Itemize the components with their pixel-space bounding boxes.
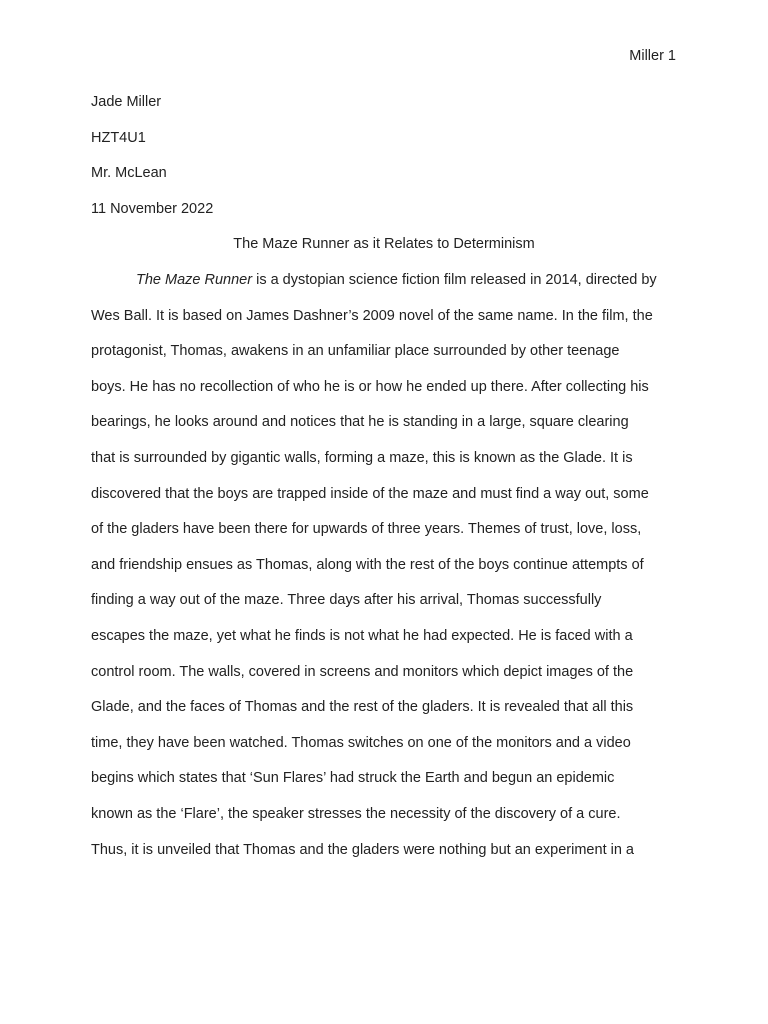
- paragraph-line: of the gladers have been there for upwards of three years. Themes of trust, love, loss,: [91, 521, 642, 538]
- paragraph-line: Thus, it is unveiled that Thomas and the gladers were nothing but an experiment in a: [91, 841, 634, 858]
- essay-title: The Maze Runner as it Relates to Determinism: [233, 236, 535, 252]
- paragraph-line: Glade, and the faces of Thomas and the rest of the gladers. It is revealed that all this: [91, 699, 634, 716]
- paragraph-line: and friendship ensues as Thomas, along with the rest of the boys continue attempts of: [91, 556, 644, 573]
- course-code: HZT4U1: [91, 129, 146, 146]
- paragraph-line: protagonist, Thomas, awakens in an unfamiliar place surrounded by other teenage: [91, 343, 620, 360]
- paragraph-line: Wes Ball. It is based on James Dashner’s 2009 novel of the same name. In the film, the: [91, 307, 653, 324]
- film-title-italic: The Maze Runner: [136, 272, 253, 288]
- paragraph-line: control room. The walls, covered in screens and monitors which depict images of the: [91, 663, 634, 680]
- essay-paragraph: [91, 270, 691, 875]
- paragraph-line: escapes the maze, yet what he finds is not what he had expected. He is faced with a: [91, 627, 633, 644]
- mla-heading: [91, 92, 213, 234]
- paragraph-line: time, they have been watched. Thomas switches on one of the monitors and a video: [91, 734, 631, 751]
- paragraph-line: that is surrounded by gigantic walls, forming a maze, this is known as the Glade. It is: [91, 449, 633, 466]
- paragraph-line-first: [91, 270, 691, 306]
- essay-date: 11 November 2022: [91, 200, 214, 217]
- author-name: Jade Miller: [91, 94, 162, 110]
- paragraph-line: boys. He has no recollection of who he is or how he ended up there. After collecting his: [91, 378, 649, 395]
- paragraph-line: finding a way out of the maze. Three days after his arrival, Thomas successfully: [91, 592, 602, 609]
- instructor-name: Mr. McLean: [91, 165, 167, 182]
- paragraph-line: begins which states that ‘Sun Flares’ had struck the Earth and begun an epidemic: [91, 770, 615, 787]
- first-line-text: is a dystopian science fiction film released in 2014, directed by: [252, 272, 657, 288]
- paragraph-line: bearings, he looks around and notices that he is standing in a large, square clearing: [91, 414, 629, 431]
- paragraph-line: discovered that the boys are trapped inside of the maze and must find a way out, some: [91, 485, 649, 502]
- paragraph-line: known as the ‘Flare’, the speaker stresses the necessity of the discovery of a cure.: [91, 805, 621, 822]
- running-head: Miller 1: [629, 48, 676, 64]
